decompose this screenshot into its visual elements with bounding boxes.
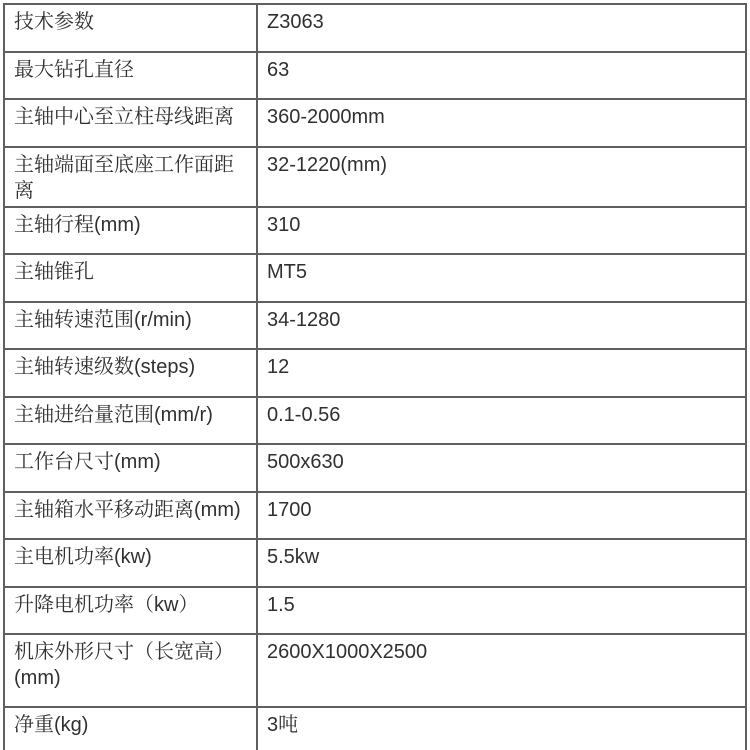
- spec-row: [4, 707, 746, 750]
- spec-label: 主轴进给量范围(mm/r): [4, 397, 257, 445]
- spec-row: [4, 587, 746, 635]
- spec-value: 310: [257, 207, 746, 255]
- spec-label: 主轴锥孔: [4, 254, 257, 302]
- spec-label: 主轴行程(mm): [4, 207, 257, 255]
- spec-label: 主轴端面至底座工作面距离: [4, 147, 257, 207]
- spec-value: 2600X1000X2500: [257, 634, 746, 707]
- spec-row: [4, 397, 746, 445]
- spec-label: 升降电机功率（kw）: [4, 587, 257, 635]
- spec-label: 最大钻孔直径: [4, 52, 257, 100]
- spec-row: [4, 147, 746, 207]
- spec-row: [4, 52, 746, 100]
- spec-table: [3, 3, 747, 750]
- spec-label: 机床外形尺寸（长宽高）(mm): [4, 634, 257, 707]
- spec-label: 主轴转速范围(r/min): [4, 302, 257, 350]
- spec-value: 32-1220(mm): [257, 147, 746, 207]
- spec-label: 主电机功率(kw): [4, 539, 257, 587]
- spec-row: [4, 444, 746, 492]
- spec-row: [4, 349, 746, 397]
- spec-value: 12: [257, 349, 746, 397]
- spec-row: [4, 634, 746, 707]
- spec-value: 1700: [257, 492, 746, 540]
- spec-value: 34-1280: [257, 302, 746, 350]
- spec-row: [4, 492, 746, 540]
- spec-value: MT5: [257, 254, 746, 302]
- spec-value: 3吨: [257, 707, 746, 750]
- spec-value: 63: [257, 52, 746, 100]
- spec-value: 360-2000mm: [257, 99, 746, 147]
- spec-table-body: [4, 4, 746, 750]
- spec-value: 5.5kw: [257, 539, 746, 587]
- spec-row: [4, 207, 746, 255]
- spec-row: [4, 302, 746, 350]
- spec-label: 主轴箱水平移动距离(mm): [4, 492, 257, 540]
- spec-value: Z3063: [257, 4, 746, 52]
- spec-row: [4, 99, 746, 147]
- spec-label: 技术参数: [4, 4, 257, 52]
- spec-value: 0.1-0.56: [257, 397, 746, 445]
- spec-row: [4, 539, 746, 587]
- spec-value: 500x630: [257, 444, 746, 492]
- spec-label: 主轴转速级数(steps): [4, 349, 257, 397]
- spec-row: [4, 254, 746, 302]
- spec-label: 净重(kg): [4, 707, 257, 750]
- spec-row: [4, 4, 746, 52]
- spec-label: 主轴中心至立柱母线距离: [4, 99, 257, 147]
- spec-label: 工作台尺寸(mm): [4, 444, 257, 492]
- spec-value: 1.5: [257, 587, 746, 635]
